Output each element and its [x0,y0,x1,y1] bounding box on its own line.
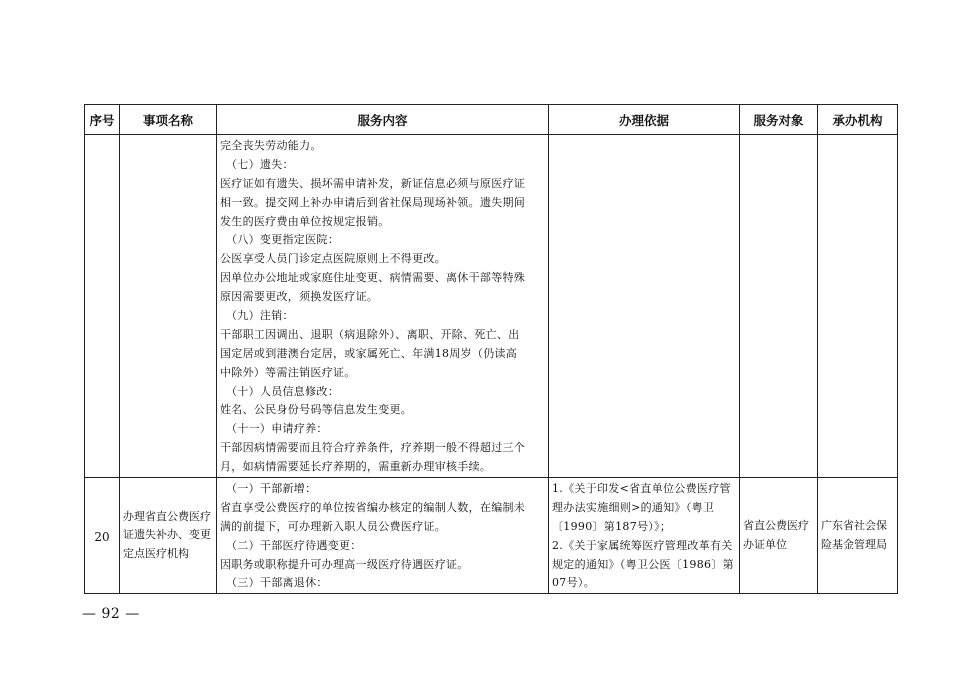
table-header-row [85,105,898,135]
row-number: 20 [94,530,110,545]
cell-service-target [740,478,818,594]
page-number: — 92 — [82,606,140,622]
text-line: 〔1990〕第187号）》； [552,519,672,533]
header-service-content: 服务内容 [217,105,549,135]
text-line: （十）人员信息修改： [226,384,339,398]
text-line: 满的前提下，可办理新入职人员公费医疗证。 [220,519,446,533]
cell-organization [818,135,898,478]
cell-basis [549,135,740,478]
text-line: 因职务或职称提升可办理高一级医疗待遇医疗证。 [220,557,469,571]
text-line: 国定居或到港澳台定居，或家属死亡、年满18周岁（仍读高 [220,346,518,360]
cell-seq [85,478,120,594]
cell-item-name [120,478,217,594]
service-content-lines [217,478,548,593]
text-line: 原因需要更改，须换发医疗证。 [220,290,379,304]
text-line: 发生的医疗费由单位按规定报销。 [220,214,390,228]
text-line: 因单位办公地址或家庭住址变更、病情需要、离休干部等特殊 [220,271,526,285]
cell-service-content [217,135,549,478]
table-row [85,135,898,478]
header-organization: 承办机构 [818,105,898,135]
text-line: （三）干部离退休： [226,576,328,590]
text-line: （十一）申请疗养： [226,422,328,436]
cell-service-content [217,478,549,594]
text-line: 理办法实施细则>的通知》（粤卫 [552,500,715,514]
service-target: 省直公费医疗办证单位 [743,519,809,551]
organization: 广东省社会保险基金管理局 [821,519,887,551]
text-line: （七）遗失： [226,157,294,171]
text-line: 相一致。提交网上补办申请后到省社保局现场补领。遗失期间 [220,195,526,209]
text-line: （一）干部新增： [226,482,317,496]
text-line: （八）变更指定医院： [226,233,339,247]
text-line: 1.《关于印发<省直单位公费医疗管 [552,482,731,496]
text-line: 完全丧失劳动能力。 [220,139,322,152]
text-line: （九）注销： [226,309,294,323]
table-row [85,478,898,594]
header-basis: 办理依据 [549,105,740,135]
text-line: 规定的通知》（粤卫公医〔1986〕第 [552,557,734,571]
cell-item-name [120,135,217,478]
item-name: 办理省直公费医疗证遗失补办、变更定点医疗机构 [123,509,211,560]
text-line: 干部因病情需要而且符合疗养条件，疗养期一般不得超过三个 [220,441,526,455]
text-line: 干部职工因调出、退职（病退除外）、离职、开除、死亡、出 [220,327,520,341]
text-line: 公医享受人员门诊定点医院原则上不得更改。 [220,252,446,266]
text-line: 医疗证如有遗失、损坏需申请补发，新证信息必须与原医疗证 [220,176,526,190]
cell-organization [818,478,898,594]
text-line: 中除外）等需注销医疗证。 [220,365,356,379]
text-line: 2.《关于家属统筹医疗管理改革有关 [552,538,733,552]
cell-basis [549,478,740,594]
cell-service-target [740,135,818,478]
text-line: 07号）。 [552,576,595,590]
text-line: 省直享受公费医疗的单位按省编办核定的编制人数，在编制未 [220,500,526,514]
text-line: 姓名、公民身份号码等信息发生变更。 [220,403,413,417]
cell-seq [85,135,120,478]
service-content-lines [217,135,548,477]
service-table [84,104,898,594]
header-service-target: 服务对象 [740,105,818,135]
text-line: （二）干部医疗待遇变更： [226,538,362,552]
header-item-name: 事项名称 [120,105,217,135]
text-line: 月，如病情需要延长疗养期的，需重新办理审核手续。 [220,460,492,474]
header-seq: 序号 [85,105,120,135]
basis-lines [549,478,739,593]
